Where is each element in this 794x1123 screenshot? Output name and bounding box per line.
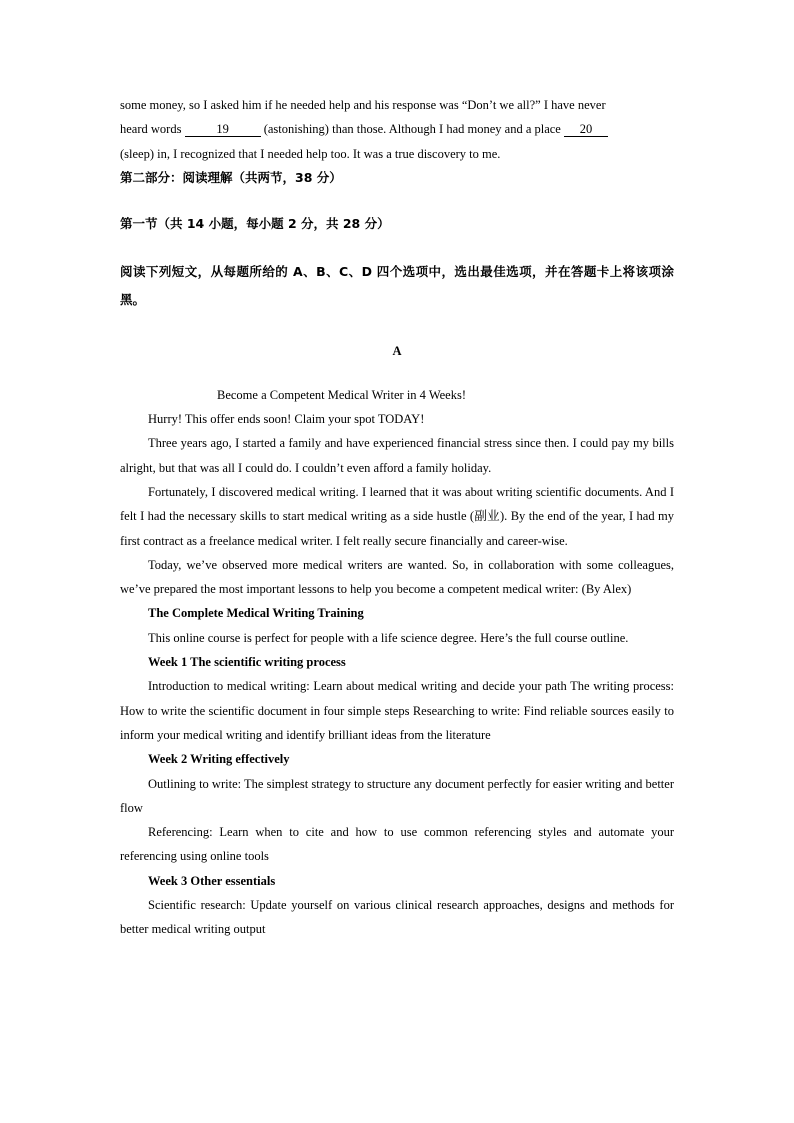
intro-line-2-middle: (astonishing) than those. Although I had money and a place [260,122,564,137]
intro-line-1: some money, so I asked him if he needed help and his response was “Don’t we all?” I have never [120,98,606,112]
answer-blank-20: 20 [564,122,608,137]
passage-paragraph-4: Today, we’ve observed more medical writers are wanted. So, in collaboration with some colleagues, we’ve prepared the most important lessons to help you become a competent medical writer: (By Alex) [120,557,674,597]
week-1-content: Introduction to medical writing: Learn about medical writing and decide your path The writing process: How to write the scientific document in four simple steps Researching to write: Find reliable sources easily to inform your medical writing and identify brilliant ideas from the literature [120,679,674,742]
passage-paragraph-5: This online course is perfect for people with a life science degree. Here’s the full course outline. [148,630,629,645]
passage-title: Become a Competent Medical Writer in 4 Weeks! [217,387,466,402]
week-3-heading: Week 3 Other essentials [148,873,276,888]
passage-paragraph-1: Hurry! This offer ends soon! Claim your spot TODAY! [148,412,425,427]
intro-line-3: (sleep) in, I recognized that I needed help too. It was a true discovery to me. [120,146,501,161]
passage-letter: A [392,344,402,359]
week-1-heading: Week 1 The scientific writing process [148,655,346,670]
part-two-header: 第二部分：阅读理解（共两节，38 分） [120,169,342,185]
passage-paragraph-2: Three years ago, I started a family and have experienced financial stress since then. I could pay my bills alright, but that was all I could do. I couldn’t even afford a family holiday. [120,436,674,475]
reading-instruction: 阅读下列短文，从每题所给的 A、B、C、D 四个选项中，选出最佳选项，并在答题卡上将该项涂黑。 [120,264,674,308]
section-one-header: 第一节（共 14 小题，每小题 2 分，共 28 分） [120,216,390,232]
week-3-content: Scientific research: Update yourself on various clinical research approaches, designs and methods for better medical writing output [120,898,674,937]
passage-paragraph-3: Fortunately, I discovered medical writing. I learned that it was about writing scientific documents. And I felt I had the necessary skills to start medical writing as a side hustle (副业). By the end of the year, I had my first contract as a freelance medical writer. I felt really secure financially and career-wise. [120,484,674,548]
week-2-referencing: Referencing: Learn when to cite and how to use common referencing styles and automate your referencing using online tools [120,825,674,864]
intro-line-2-start: heard words [120,122,185,137]
answer-blank-19: 19 [185,122,261,137]
course-heading: The Complete Medical Writing Training [148,606,364,621]
document-body [120,93,674,942]
week-2-heading: Week 2 Writing effectively [148,752,290,767]
intro-line-2 [120,117,674,141]
week-2-outlining: Outlining to write: The simplest strategy to structure any document perfectly for easier writing and better flow [120,776,674,815]
